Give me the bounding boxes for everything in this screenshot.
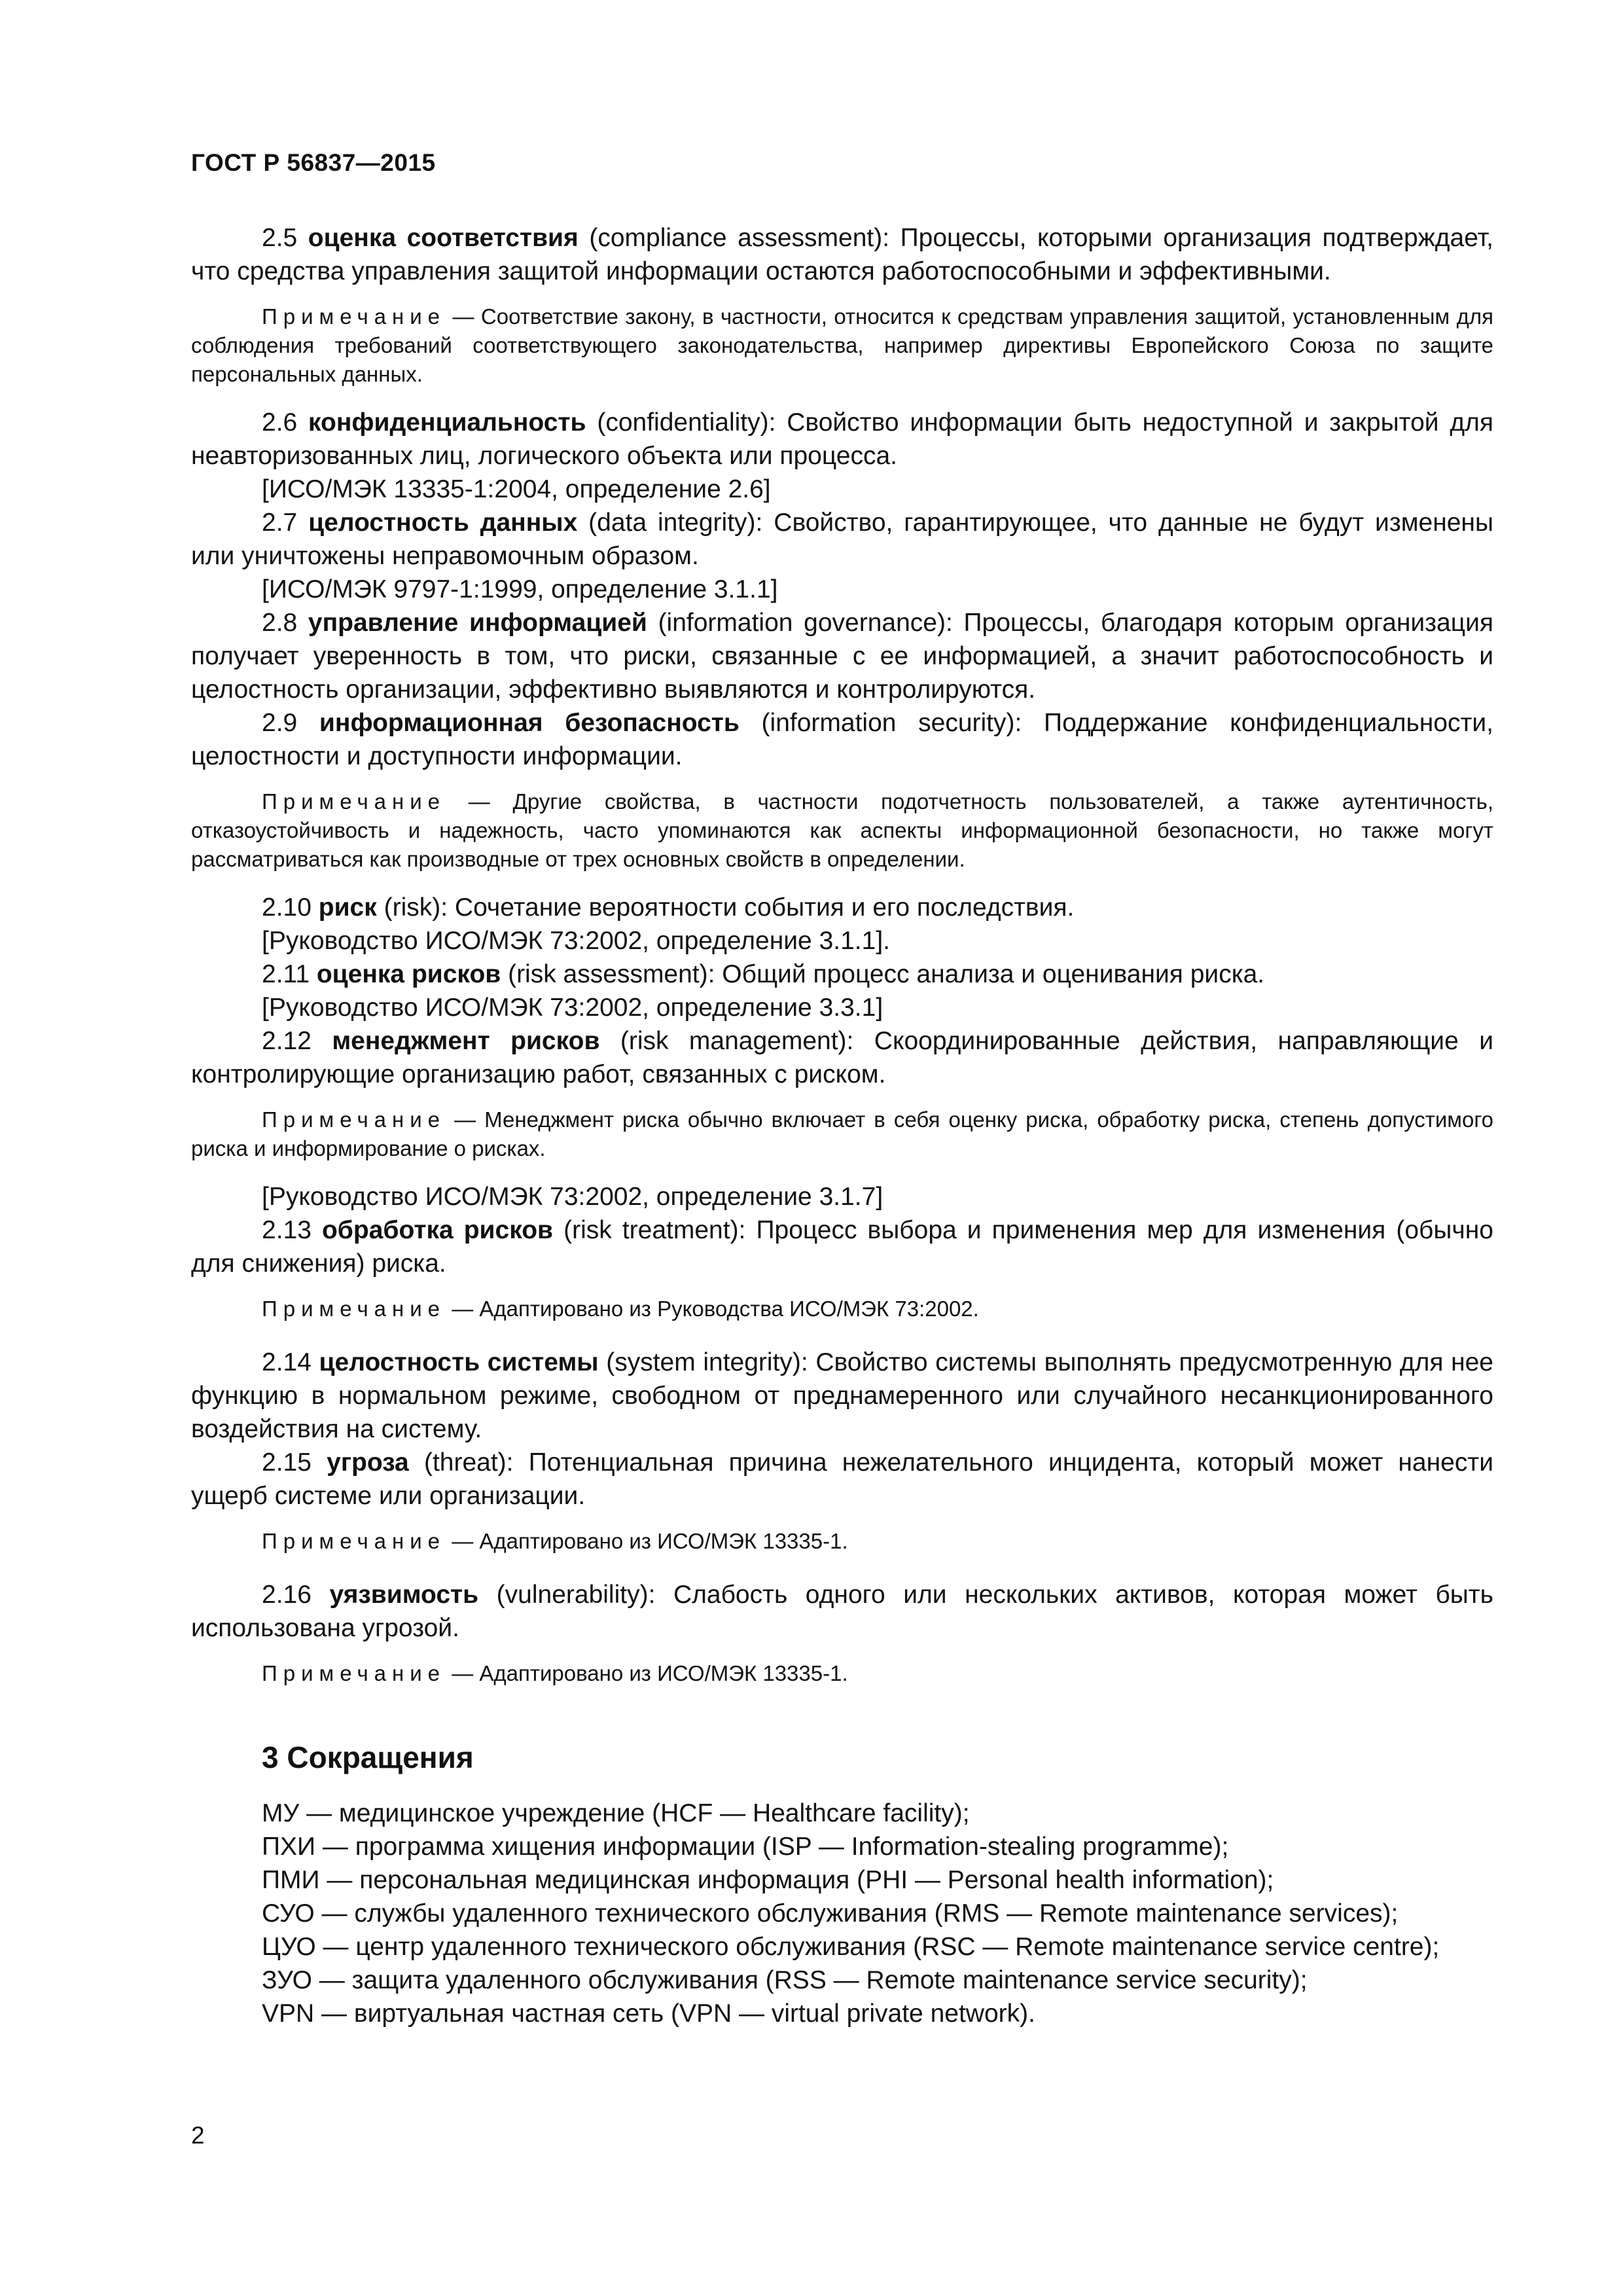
term-entry: 2.5 оценка соответствия (compliance assessment): Процессы, которыми организация подтверждает, что средства управления защитой информации остаются работоспособными и эффективными. xyxy=(191,224,1493,285)
reference: [ИСО/МЭК 9797-1:1999, определение 3.1.1] xyxy=(262,575,778,603)
term-name: риск xyxy=(318,893,377,922)
term-entry: 2.11 оценка рисков (risk assessment): Общий процесс анализа и оценивания риска. xyxy=(262,960,1265,988)
page-number: 2 xyxy=(191,2122,205,2149)
term-entry: 2.16 уязвимость (vulnerability): Слабость одного или нескольких активов, которая может быть использована угрозой. xyxy=(191,1581,1493,1642)
abbreviation-item: ПХИ — программа хищения информации (ISP — Information-stealing programme); xyxy=(262,1833,1229,1861)
reference: [Руководство ИСО/МЭК 73:2002, определение 3.3.1] xyxy=(262,994,883,1022)
term-entry: 2.15 угроза (threat): Потенциальная причина нежелательного инцидента, который может нанести ущерб системе или организации. xyxy=(191,1448,1493,1510)
abbreviation-item: ЗУО — защита удаленного обслуживания (RSS — Remote maintenance service security); xyxy=(262,1966,1308,1994)
term-entry: 2.12 менеджмент рисков (risk management): Скоординированные действия, направляющие и контролирующие организацию работ, связанных с риском. xyxy=(191,1027,1493,1088)
term-name: оценка рисков xyxy=(316,960,501,988)
term-name: уязвимость xyxy=(329,1581,479,1609)
section-title: 3 Сокращения xyxy=(262,1740,474,1774)
term-entry: 2.14 целостность системы (system integrity): Свойство системы выполнять предусмотренную для нее функцию в нормальном режиме, свободном от преднамеренного или случайного несанкционированного воздействия на систему. xyxy=(191,1348,1493,1443)
document-header: ГОСТ Р 56837—2015 xyxy=(191,149,436,176)
note-label: Примечание xyxy=(262,304,446,329)
term-name: управление информацией xyxy=(308,609,647,637)
note: Примечание — Адаптировано из Руководства ИСО/МЭК 73:2002. xyxy=(262,1297,979,1321)
reference: [Руководство ИСО/МЭК 73:2002, определение 3.1.7] xyxy=(262,1183,883,1211)
term-name: целостность системы xyxy=(319,1348,599,1376)
document-body xyxy=(191,221,1493,2030)
term-name: менеджмент рисков xyxy=(332,1027,600,1055)
term-entry: 2.9 информационная безопасность (information security): Поддержание конфиденциальности, целостности и доступности информации. xyxy=(191,709,1493,770)
term-entry: 2.13 обработка рисков (risk treatment): Процесс выбора и применения мер для изменения (обычно для снижения) риска. xyxy=(191,1216,1493,1278)
reference: [ИСО/МЭК 13335-1:2004, определение 2.6] xyxy=(262,475,771,503)
note: Примечание — Соответствие закону, в частности, относится к средствам управления защитой, установленным для соблюдения требований соответствующего законодательства, например директивы Европейского Союза по защите персональных данных. xyxy=(191,304,1493,386)
abbreviation-item: СУО — службы удаленного технического обслуживания (RMS — Remote maintenance services); xyxy=(262,1899,1399,1928)
term-name: конфиденциальность xyxy=(308,408,586,437)
term-name: информационная безопасность xyxy=(319,709,740,737)
note: Примечание — Менеджмент риска обычно включает в себя оценку риска, обработку риска, степень допустимого риска и информирование о рисках. xyxy=(191,1107,1494,1160)
note-label: Примечание xyxy=(262,1529,446,1553)
abbreviation-item: VPN — виртуальная частная сеть (VPN — virtual private network). xyxy=(262,2000,1035,2028)
note: Примечание — Другие свойства, в частности подотчетность пользователей, а также аутентичность, отказоустойчивость и надежность, часто упоминаются как аспекты информационной безопасности, но также могут рассматриваться как производные от трех основных свойств в определении. xyxy=(191,789,1493,871)
term-name: оценка соответствия xyxy=(308,224,579,252)
note-label: Примечание xyxy=(262,1661,446,1685)
term-name: угроза xyxy=(327,1448,409,1477)
term-entry: 2.10 риск (risk): Сочетание вероятности события и его последствия. xyxy=(262,893,1075,922)
abbreviation-item: ЦУО — центр удаленного технического обслуживания (RSC — Remote maintenance service centre); xyxy=(262,1933,1440,1961)
note-label: Примечание xyxy=(262,789,446,814)
note: Примечание — Адаптировано из ИСО/МЭК 13335-1. xyxy=(262,1661,848,1685)
note-label: Примечание xyxy=(262,1297,446,1321)
term-entry: 2.8 управление информацией (information governance): Процессы, благодаря которым организация получает уверенность в том, что риски, связанные с ее информацией, а значит работоспособность и целостность организации, эффективно выявляются и контролируются. xyxy=(191,609,1493,704)
term-entry: 2.6 конфиденциальность (confidentiality): Свойство информации быть недоступной и закрытой для неавторизованных лиц, логического объекта или процесса. xyxy=(191,408,1493,470)
note: Примечание — Адаптировано из ИСО/МЭК 13335-1. xyxy=(262,1529,848,1553)
reference: [Руководство ИСО/МЭК 73:2002, определение 3.1.1]. xyxy=(262,927,890,955)
note-label: Примечание xyxy=(262,1107,446,1132)
term-name: целостность данных xyxy=(308,509,578,537)
term-name: обработка рисков xyxy=(321,1216,554,1244)
abbreviation-item: ПМИ — персональная медицинская информация (PHI — Personal health information); xyxy=(262,1866,1274,1894)
term-entry: 2.7 целостность данных (data integrity): Свойство, гарантирующее, что данные не будут изменены или уничтожены неправомочным образом. xyxy=(191,509,1493,570)
abbreviation-item: МУ — медицинское учреждение (HCF — Healthcare facility); xyxy=(262,1799,970,1827)
